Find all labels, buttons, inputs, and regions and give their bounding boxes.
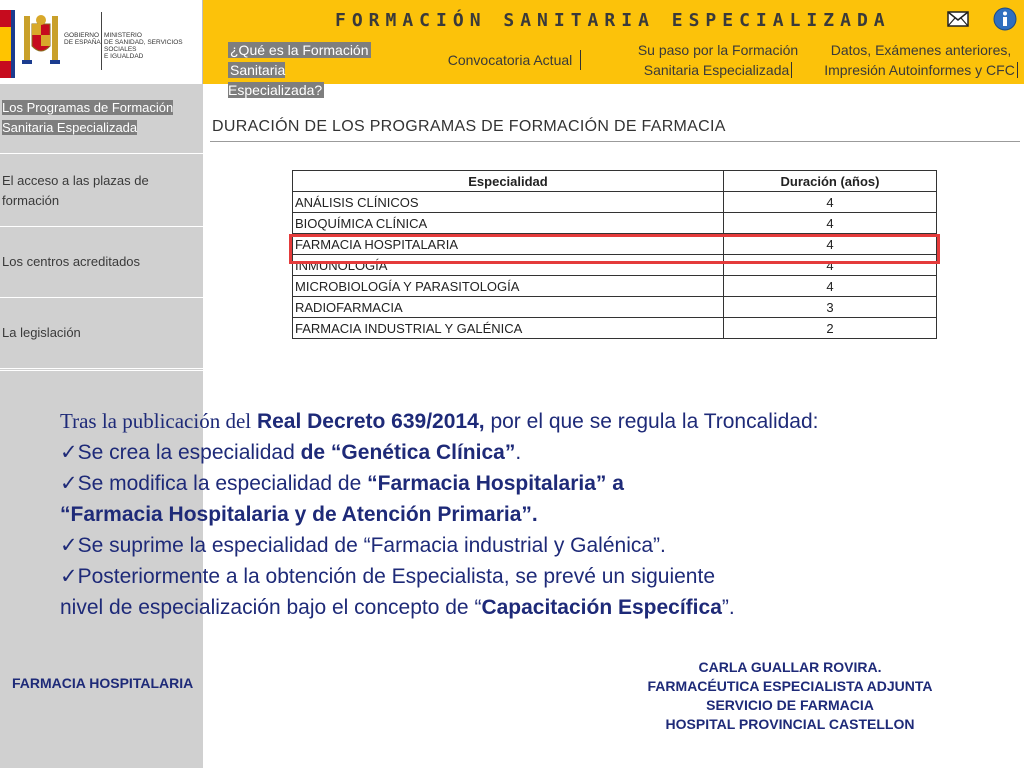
sidebar-item-centros[interactable] [0,228,203,298]
nav-datos-examenes[interactable]: Datos, Exámenes anteriores, Impresión Autoinformes y CFC [820,40,1022,80]
ministerio-text: MINISTERIO DE SANIDAD, SERVICIOS SOCIALES E IGUALDAD [104,32,183,60]
bullet-capacitacion: ✓Posteriormente a la obtención de Especialista, se prevé un siguiente nivel de especialización bajo el concepto de “Capacitación Específica”. [60,565,735,619]
logo-divider [101,12,102,70]
gobierno-text: GOBIERNO DE ESPAÑA [64,32,101,46]
sidebar-item-label: Sanitaria Especializada [2,120,138,135]
bullet-farmacia-hospitalaria: ✓Se modifica la especialidad de “Farmacia Hospitalaria” a “Farmacia Hospitalaria y de Atención Primaria”. [60,472,624,526]
table-row [293,276,937,297]
sidebar-item-label: El acceso a las plazas de [2,173,149,188]
coat-of-arms-icon [20,12,62,70]
duration-cell: 4 [724,213,937,234]
highlight-box [289,234,940,264]
duration-cell: 4 [724,255,937,276]
column-header-especialidad: Especialidad [293,171,724,192]
eu-stripe [11,10,15,78]
check-icon: ✓ [60,534,78,557]
intro-line: Tras la publicación del Real Decreto 639/2014, por el que se regula la Troncalidad: [60,409,819,433]
sidebar-item-label: formación [2,193,60,208]
duration-cell: 3 [724,297,937,318]
sidebar-item-label: Los centros acreditados [2,254,141,269]
duration-cell: 2 [724,318,937,339]
specialty-cell: RADIOFARMACIA [293,297,724,318]
sidebar-item-legislacion[interactable] [0,299,203,369]
sidebar-item-acceso[interactable] [0,157,203,227]
specialty-cell: FARMACIA HOSPITALARIA [293,234,724,255]
sidebar-item-programas[interactable] [0,84,203,154]
specialty-cell: BIOQUÍMICA CLÍNICA [293,213,724,234]
nav-su-paso[interactable]: Su paso por la Formación Sanitaria Especializada [637,42,799,78]
specialty-cell: FARMACIA INDUSTRIAL Y GALÉNICA [293,318,724,339]
sidebar-item-label: Los Programas de Formación [2,100,174,115]
specialty-cell: ANÁLISIS CLÍNICOS [293,192,724,213]
specialty-cell: INMUNOLOGÍA [293,255,724,276]
page-title: DURACIÓN DE LOS PROGRAMAS DE FORMACIÓN DE FARMACIA [212,118,726,135]
site-title: FORMACIÓN SANITARIA ESPECIALIZADA [335,10,891,31]
check-icon: ✓ [60,472,78,495]
bullet-genetica: ✓Se crea la especialidad de “Genética Clínica”. [60,441,522,464]
sidebar-divider [0,370,203,371]
mail-icon[interactable] [947,11,969,27]
table-row [293,318,937,339]
slide-text [60,406,1000,623]
government-logo[interactable] [0,0,203,84]
duration-cell: 4 [724,192,937,213]
specialty-cell: MICROBIOLOGÍA Y PARASITOLOGÍA [293,276,724,297]
column-header-duracion: Duración (años) [724,171,937,192]
check-icon: ✓ [60,441,78,464]
table-row [293,297,937,318]
nav-que-es-fse[interactable]: ¿Qué es la Formación Sanitaria Especializada? [228,42,369,98]
flag-stripe [0,10,11,78]
table-row [293,213,937,234]
duration-cell: 4 [724,234,937,255]
footer-department: FARMACIA HOSPITALARIA [12,675,194,691]
bullet-farmacia-industrial: ✓Se suprime la especialidad de “Farmacia industrial y Galénica”. [60,534,666,557]
nav-convocatoria-actual[interactable]: Convocatoria Actual [440,50,581,70]
table-row [293,192,937,213]
table-header-row [293,171,937,192]
heading-divider [210,141,1020,142]
duration-cell: 4 [724,276,937,297]
sidebar-item-label: La legislación [2,325,81,340]
check-icon: ✓ [60,565,78,588]
footer-author: CARLA GUALLAR ROVIRA. FARMACÉUTICA ESPECIALISTA ADJUNTA SERVICIO DE FARMACIA HOSPITAL PROVINCIAL CASTELLON [647,659,933,732]
info-icon[interactable] [993,7,1017,31]
